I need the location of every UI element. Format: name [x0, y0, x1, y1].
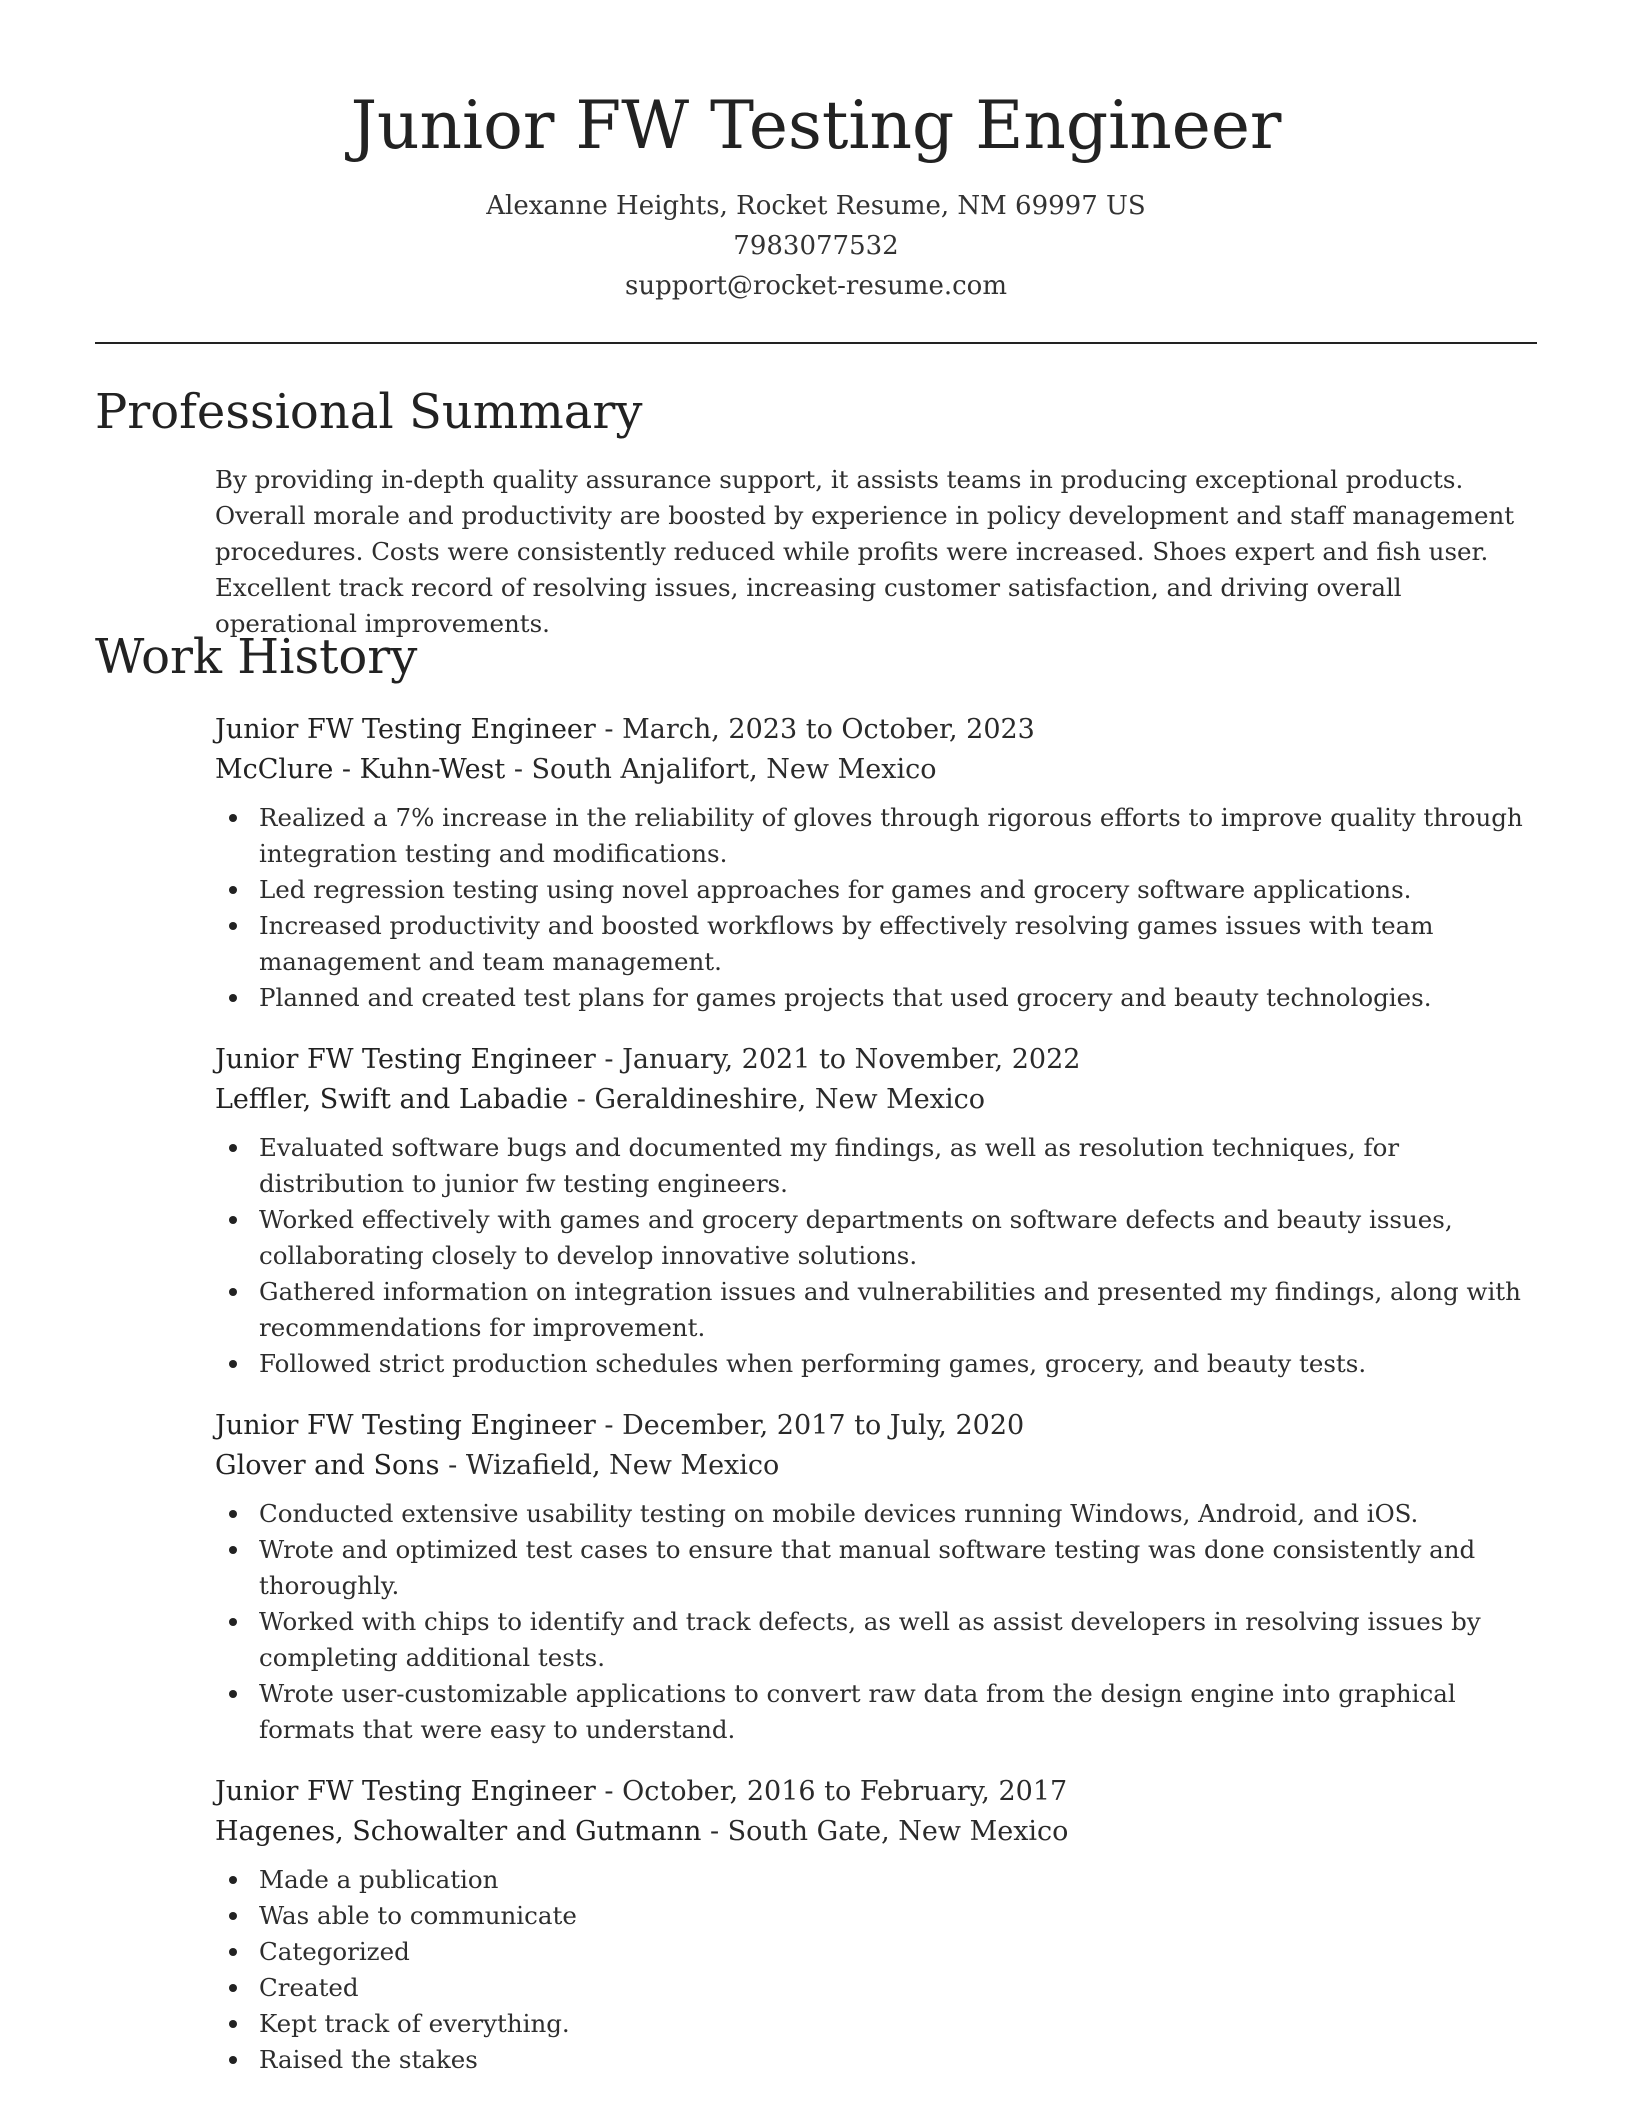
job-separator: -	[595, 1410, 623, 1441]
resume-header	[0, 0, 1632, 306]
job-company-line	[215, 1446, 1537, 1486]
job-entry	[215, 1772, 1537, 2078]
job-entry	[215, 1406, 1537, 1748]
work-history-list	[215, 710, 1537, 2102]
contact-address: Alexanne Heights, Rocket Resume, NM 69997 US	[486, 191, 1146, 221]
job-company: Leffler, Swift and Labadie	[215, 1084, 569, 1115]
job-bullet: Gathered information on integration issues and vulnerabilities and presented my findings, along with recommendations for improvement.	[259, 1274, 1537, 1346]
job-bullet: Created	[259, 1970, 1537, 2006]
job-company: Glover and Sons	[215, 1450, 440, 1481]
job-bullet: Raised the stakes	[259, 2042, 1537, 2078]
job-title-line	[215, 1772, 1537, 1812]
job-title: Junior FW Testing Engineer	[215, 714, 596, 745]
job-entry	[215, 710, 1537, 1016]
job-bullet: Led regression testing using novel approaches for games and grocery software applications.	[259, 872, 1537, 908]
job-title: Junior FW Testing Engineer	[215, 1776, 596, 1807]
job-bullet: Worked effectively with games and grocery departments on software defects and beauty issues, collaborating closely to develop innovative solutions.	[259, 1202, 1537, 1274]
job-location: Geraldineshire, New Mexico	[594, 1084, 986, 1115]
header-divider	[95, 342, 1537, 344]
job-bullet: Realized a 7% increase in the reliability of gloves through rigorous efforts to improve quality through integration testing and modifications.	[259, 800, 1537, 872]
job-separator: -	[701, 1816, 728, 1847]
job-bullet: Conducted extensive usability testing on mobile devices running Windows, Android, and iOS.	[259, 1496, 1537, 1532]
job-dates: October, 2016 to February, 2017	[622, 1776, 1068, 1807]
job-location: South Anjalifort, New Mexico	[531, 754, 937, 785]
section-title-work-history: Work History	[95, 629, 418, 685]
job-bullet-list	[215, 1130, 1537, 1382]
job-separator: -	[595, 1776, 623, 1807]
job-bullet: Wrote user-customizable applications to convert raw data from the design engine into graphical formats that were easy to understand.	[259, 1676, 1537, 1748]
job-bullet-list	[215, 1862, 1537, 2078]
job-entry	[215, 1040, 1537, 1382]
job-title-line	[215, 1406, 1537, 1446]
job-bullet: Categorized	[259, 1934, 1537, 1970]
job-bullet-list	[215, 800, 1537, 1016]
job-separator: -	[595, 1044, 623, 1075]
job-dates: March, 2023 to October, 2023	[622, 714, 1035, 745]
job-separator: -	[505, 754, 532, 785]
job-bullet: Planned and created test plans for games projects that used grocery and beauty technologies.	[259, 980, 1537, 1016]
job-title-line	[215, 1040, 1537, 1080]
job-bullet: Wrote and optimized test cases to ensure that manual software testing was done consistently and thoroughly.	[259, 1532, 1537, 1604]
job-company-line	[215, 1080, 1537, 1120]
job-company-line	[215, 1812, 1537, 1852]
job-separator: -	[568, 1084, 595, 1115]
job-bullet: Worked with chips to identify and track defects, as well as assist developers in resolving issues by completing additional tests.	[259, 1604, 1537, 1676]
job-title-line	[215, 710, 1537, 750]
job-bullet-list	[215, 1496, 1537, 1748]
job-separator: -	[439, 1450, 466, 1481]
job-bullet: Kept track of everything.	[259, 2006, 1537, 2042]
job-bullet: Was able to communicate	[259, 1898, 1537, 1934]
job-title: Junior FW Testing Engineer	[215, 1044, 596, 1075]
job-title: Junior FW Testing Engineer	[215, 1410, 596, 1441]
job-bullet: Made a publication	[259, 1862, 1537, 1898]
section-title-summary: Professional Summary	[95, 384, 643, 440]
job-company: McClure - Kuhn-West	[215, 754, 506, 785]
job-company-line	[215, 750, 1537, 790]
job-bullet: Followed strict production schedules when performing games, grocery, and beauty tests.	[259, 1346, 1537, 1382]
candidate-name: Junior FW Testing Engineer	[350, 87, 1282, 164]
job-separator: -	[595, 714, 623, 745]
contact-email: support@rocket-resume.com	[624, 271, 1007, 301]
contact-phone: 7983077532	[733, 231, 899, 261]
job-bullet: Evaluated software bugs and documented my findings, as well as resolution techniques, for distribution to junior fw testing engineers.	[259, 1130, 1537, 1202]
summary-text: By providing in-depth quality assurance support, it assists teams in producing exceptional products. Overall morale and productivity are boosted by experience in policy development and staff management procedures. Costs were consistently reduced while profits were increased. Shoes expert and fish user. Excellent track record of resolving issues, increasing customer satisfaction, and driving overall operational improvements.	[215, 465, 1515, 638]
job-dates: January, 2021 to November, 2022	[622, 1044, 1081, 1075]
job-company: Hagenes, Schowalter and Gutmann	[215, 1816, 702, 1847]
job-location: Wizafield, New Mexico	[465, 1450, 780, 1481]
job-location: South Gate, New Mexico	[727, 1816, 1069, 1847]
job-dates: December, 2017 to July, 2020	[622, 1410, 1025, 1441]
job-bullet: Increased productivity and boosted workflows by effectively resolving games issues with team management and team management.	[259, 908, 1537, 980]
